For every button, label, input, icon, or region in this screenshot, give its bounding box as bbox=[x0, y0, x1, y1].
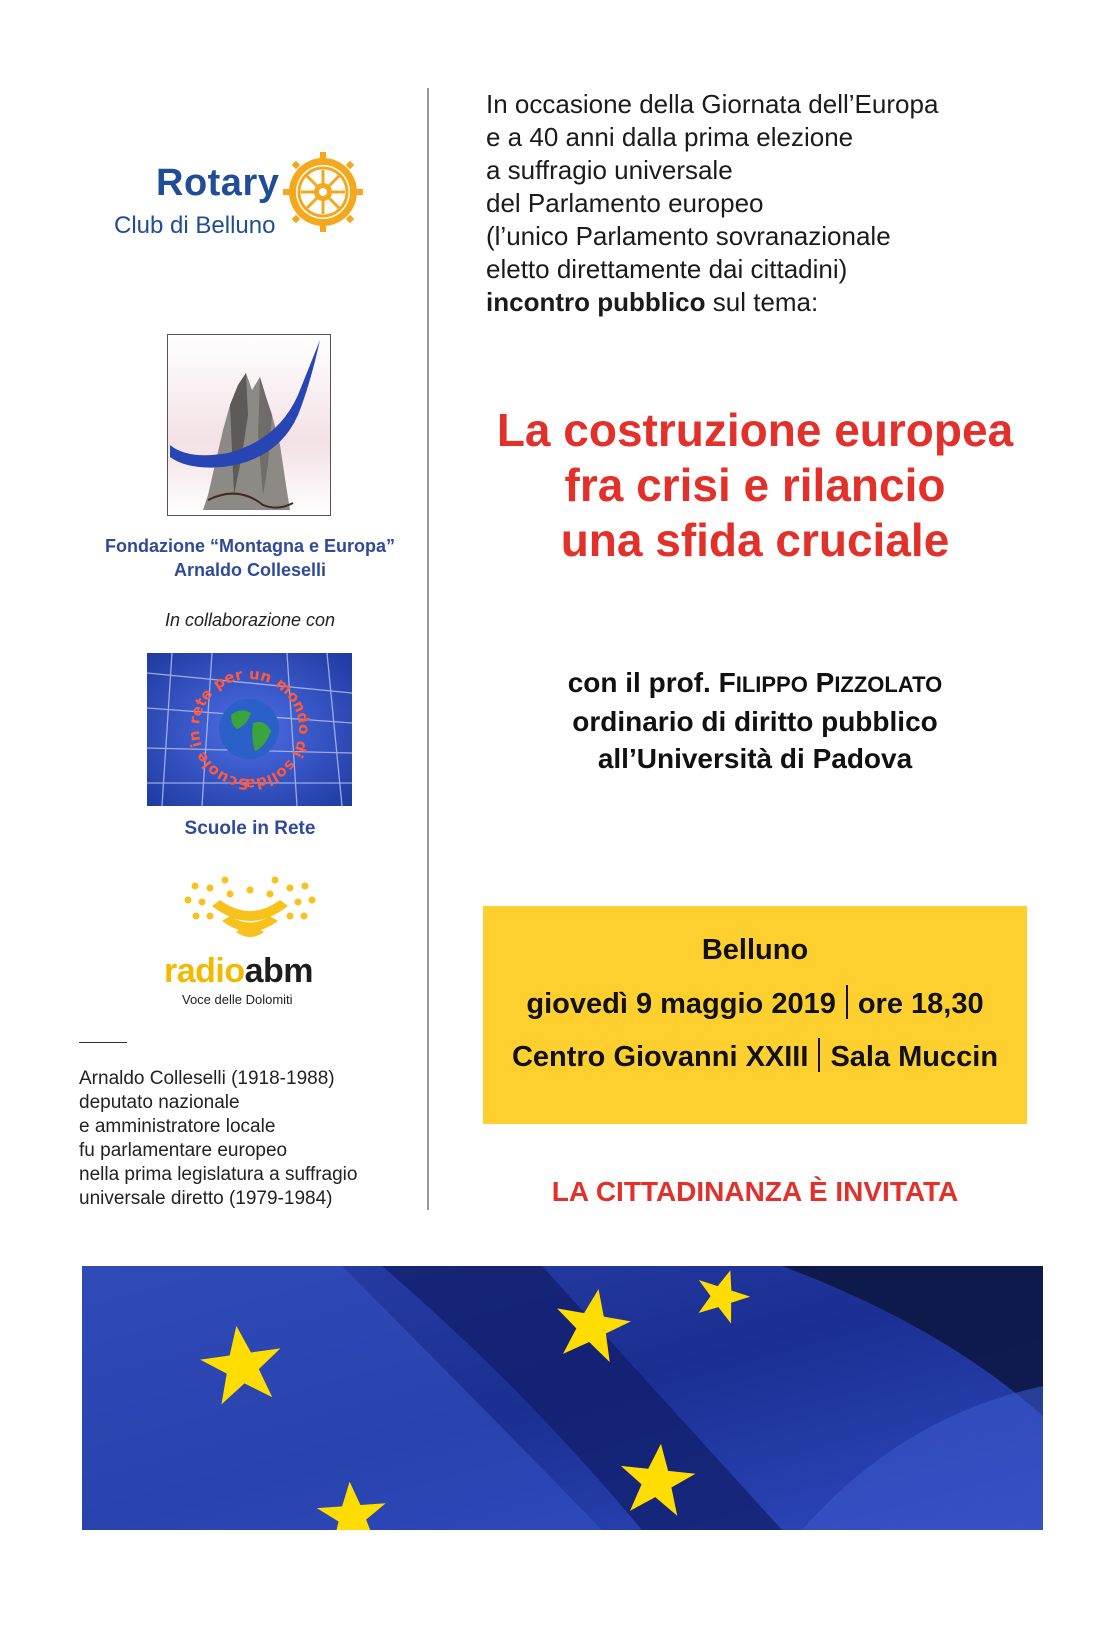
event-details-box bbox=[483, 906, 1027, 1124]
title-line: fra crisi e rilancio bbox=[564, 459, 946, 511]
intro-line: In occasione della Giornata dell’Europa bbox=[486, 89, 939, 119]
column-divider bbox=[427, 88, 429, 1210]
radioabm-logo bbox=[150, 866, 350, 1006]
fondazione-logo-image bbox=[167, 334, 331, 516]
radio-name: radioabm bbox=[164, 952, 314, 990]
rotary-logo bbox=[110, 150, 370, 240]
bio-text bbox=[79, 1067, 409, 1211]
collaboration-text: In collaborazione con bbox=[164, 610, 336, 630]
bio-line: e amministratore locale bbox=[79, 1116, 276, 1137]
title-line: La costruzione europea bbox=[496, 404, 1014, 456]
invitation-text: LA CITTADINANZA È INVITATA bbox=[551, 1176, 959, 1207]
speaker-university: all’Università di Padova bbox=[597, 743, 913, 774]
rotary-subtitle: Club di Belluno bbox=[114, 212, 276, 239]
event-venue: Centro Giovanni XXIII bbox=[511, 1041, 809, 1073]
bio-line: nella prima legislatura a suffragio bbox=[79, 1164, 358, 1185]
event-city: Belluno bbox=[701, 934, 809, 966]
radio-waves-icon bbox=[150, 866, 350, 952]
event-room: Sala Muccin bbox=[830, 1041, 999, 1073]
bio-line: fu parlamentare europeo bbox=[79, 1140, 288, 1161]
scuole-ring-text: Scuole in rete per un mondo di solida bbox=[184, 664, 314, 794]
event-date: giovedì 9 maggio 2019 bbox=[526, 988, 836, 1020]
scuole-in-rete-logo-image bbox=[147, 653, 352, 806]
event-title bbox=[470, 403, 1040, 568]
title-line: una sfida cruciale bbox=[560, 514, 950, 566]
fondazione-line2: Arnaldo Colleselli bbox=[173, 560, 327, 580]
intro-line: a suffragio universale bbox=[486, 155, 733, 185]
intro-line: (l’unico Parlamento sovranazionale bbox=[486, 221, 891, 251]
bio-divider bbox=[79, 1042, 127, 1043]
speaker-name: con il prof. FILIPPO PIZZOLATO bbox=[567, 667, 943, 698]
eu-flag-image bbox=[82, 1266, 1043, 1530]
intro-line: incontro pubblico sul tema: bbox=[486, 287, 819, 317]
event-datetime bbox=[483, 985, 1027, 1021]
speaker-role: ordinario di diritto pubblico bbox=[572, 706, 938, 737]
radio-tagline: Voce delle Dolomiti bbox=[182, 992, 293, 1007]
scuole-label: Scuole in Rete bbox=[184, 818, 316, 839]
event-time: ore 18,30 bbox=[857, 988, 984, 1020]
intro-line: del Parlamento europeo bbox=[486, 188, 764, 218]
bio-line: universale diretto (1979-1984) bbox=[79, 1188, 333, 1209]
intro-text bbox=[486, 88, 1046, 319]
event-location bbox=[483, 1038, 1027, 1074]
intro-line: eletto direttamente dai cittadini) bbox=[486, 254, 848, 284]
bio-line: deputato nazionale bbox=[79, 1092, 240, 1113]
rotary-title: Rotary bbox=[156, 162, 280, 204]
speaker-info bbox=[470, 664, 1040, 777]
bio-line: Arnaldo Colleselli (1918-1988) bbox=[79, 1068, 335, 1089]
rotary-wheel-icon bbox=[283, 152, 363, 232]
intro-line: e a 40 anni dalla prima elezione bbox=[486, 122, 854, 152]
fondazione-caption bbox=[70, 534, 430, 582]
fondazione-line1: Fondazione “Montagna e Europa” bbox=[104, 536, 395, 556]
